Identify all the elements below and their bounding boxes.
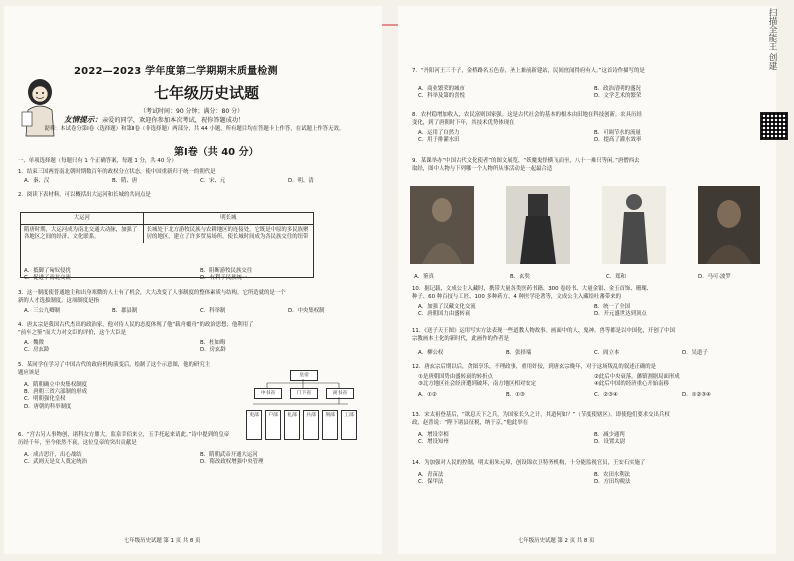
option[interactable]: D．文学艺术的繁荣 [594, 93, 642, 100]
option[interactable]: B．政治清明的盛况 [594, 86, 641, 92]
question-14-options [418, 472, 770, 486]
option[interactable]: D．设置太尉 [594, 439, 626, 446]
photo-label[interactable]: D．马可·波罗 [698, 274, 731, 280]
instructions: 说明：本试卷分第Ⅰ卷（选择题）和第Ⅱ卷（非选择题）两部分，共 44 小题，所有题目均在答题卡上作答，在试题上作答无效。 [44, 126, 345, 132]
option[interactable]: C．促进了南北交流 [24, 275, 71, 282]
option[interactable]: A．抵御了匈奴侵扰 [24, 268, 71, 274]
org-low-box: 户部 [265, 410, 281, 440]
org-mid-box: 门下省 [290, 388, 318, 399]
question-6-cont: 历经千年，至今依然不衰，这位皇帝的突出贡献是 [18, 440, 137, 446]
question-5: 5．某同学在学习了中国古代的政府机构演变后，绘制了这个示意图，他的研究主 [18, 362, 211, 368]
table-header [21, 213, 313, 225]
statue-photo-icon [410, 186, 474, 264]
option[interactable]: C．武则天是女人奠定统治 [24, 459, 88, 466]
option[interactable]: D．中央集权制 [288, 308, 325, 314]
option[interactable]: A．隋朝确立中央集权制度 [24, 382, 87, 388]
table-cell: 长城处于北方游牧民族与农耕地区的连接处，它既是中原的多民族聚居的地区，建立了许多贸易场所，使长城时间成为各民族交往的纽带 [143, 225, 313, 243]
exam-info: （考试时间：90 分钟；满分：80 分） [140, 108, 244, 115]
option[interactable]: C．房玄龄 [24, 347, 50, 354]
option[interactable]: C．用于排灌水田 [418, 137, 460, 144]
option[interactable]: A．商业繁荣的城市 [418, 86, 465, 92]
question-10-options [418, 304, 770, 318]
question-9: 9．某课举办“中国古代文化使者”的图文展览，“妖魔鬼怪横飞而至，八十一难只等闲。”唐僧西去 [412, 158, 640, 164]
watermark-text: 扫描全能王 创建 [767, 8, 777, 71]
photo-label[interactable]: A．鉴真 [414, 274, 434, 280]
option[interactable]: D．唐朝的科举制度 [24, 403, 72, 410]
option[interactable]: C．增设知州 [418, 439, 449, 446]
option[interactable]: D．开元盛世达到顶点 [594, 311, 647, 318]
option[interactable]: C．阎立本 [594, 350, 620, 356]
org-low-box: 吏部 [246, 410, 262, 440]
org-top-box: 皇帝 [290, 370, 318, 381]
question-3-cont: 新的人才选拔制度。这项制度是指 [18, 298, 99, 304]
statement-item: ②此后中央衰落，藩镇割据局面形成 [594, 374, 680, 380]
option[interactable]: C．保甲法 [418, 479, 444, 486]
option[interactable]: B．①③ [506, 392, 525, 398]
page-footer: 七年级历史试题 第 1 页 共 8 页 [124, 538, 201, 544]
org-low-box: 礼部 [284, 410, 300, 440]
exam-title: 2022—2023 学年度第二学期期末质量检测 [74, 66, 278, 77]
question-3-options [24, 308, 376, 315]
page-footer: 七年级历史试题 第 2 页 共 8 页 [518, 538, 595, 544]
option[interactable]: B．可调节水的流量 [594, 130, 641, 136]
question-1-options [24, 178, 376, 185]
subject-title: 七年级历史试题 [154, 84, 260, 102]
question-4: 4．唐太宗是我国古代杰出的政治家，他对待人民的态度体现了他“载舟覆舟”的政治思想；他利用了 [18, 322, 254, 328]
question-8-cont: 变化，到了唐朝时下年，其技术优势体现在 [412, 120, 515, 126]
table-row [21, 225, 313, 243]
option[interactable]: D．①②③④ [682, 392, 711, 398]
option[interactable]: D．吴道子 [682, 350, 708, 356]
friendly-text: 亲爱的同学，欢迎你参加本次考试，祝你答题成功！ [101, 117, 245, 124]
option[interactable]: B．阻断游牧民族交往 [200, 268, 253, 274]
friendly-label: 友情提示： [64, 115, 102, 124]
option[interactable]: B．减少通判 [594, 432, 625, 438]
question-3: 3．这一制度使普通地主和出身寒微的人士有了机会，大大改变了人事制度的整体素质与结构。它所造就的是一个 [18, 290, 286, 296]
question-2: 2．阅读下表材料，可以概括出大运河和长城的共同点是 [18, 192, 151, 198]
option[interactable]: D．明、清 [288, 178, 314, 184]
question-8-options [418, 130, 770, 144]
option[interactable]: A．①② [418, 392, 437, 398]
option[interactable]: B．张择端 [506, 350, 532, 356]
portrait-photo-icon [698, 186, 760, 264]
option[interactable]: B．杜如晦 [200, 340, 226, 346]
option[interactable]: D．房玄龄 [200, 347, 226, 354]
org-low-box: 兵部 [303, 410, 319, 440]
question-6-options [24, 452, 376, 466]
question-12-items [418, 374, 770, 388]
question-8: 8．农村稳增加收入，农民富则国家强。这是古代社会的基本的根本由田地在科技创新。农具历经 [412, 112, 642, 118]
question-4-options [24, 340, 376, 354]
option[interactable]: D．提高了灌水效率 [594, 137, 642, 144]
statement-item: ④此后中国的经济重心开始南移 [594, 381, 669, 388]
question-6: 6．“宫古另人事物创，诸科女方鼎大。监泉幸佰来立，玉手托起来请此。”诗中提到的皇帝 [18, 432, 230, 438]
photo-row [410, 186, 760, 264]
option[interactable]: D．方田均税法 [594, 479, 631, 486]
question-10-cont: 种子、60 种百技与工匠、100 多种药方、4 种医学论著等，文成公主入藏给吐蕃带来的 [412, 294, 622, 300]
option[interactable]: C．唐朝国力由盛转衰 [418, 311, 471, 318]
option[interactable]: B．隋朝武帝开通大运河 [200, 452, 258, 458]
option[interactable]: B．唐朝三省六部制的形成 [24, 389, 87, 396]
friendly-tip [64, 116, 364, 125]
option[interactable]: A．三公九卿制 [24, 308, 61, 314]
question-11: 11．《送子天王图》运用写实方法表现一些道教人物故事。画面中的人、鬼神、兽等都是以中国化，开创了中国 [412, 328, 675, 334]
org-low-box: 刑部 [322, 410, 338, 440]
option[interactable]: A．柳公权 [418, 350, 444, 356]
qr-code-icon [760, 112, 788, 140]
question-2-options [24, 268, 376, 282]
question-1: 1．结束三国两晋南北朝时期数百年的政权分立状态，使中国重新归于统一的朝代是 [18, 169, 216, 175]
option[interactable]: C．明朝强化皇权 [24, 396, 66, 403]
option[interactable]: A．青苗法 [418, 472, 444, 478]
statement-item: ③北方地区社会经济遭到破坏，南方地区相对安定 [418, 381, 537, 388]
table-header-cell: 明长城 [143, 213, 313, 224]
table-header-cell: 大运河 [73, 215, 90, 221]
right-page [398, 6, 776, 554]
question-13-options [418, 432, 770, 446]
question-10: 10．据记载，文成公主入藏时，携带大量各类医药书籍、300 卷经书、大量金银、金玉首饰、珊瑚、 [412, 286, 652, 292]
option[interactable]: A．秦、汉 [24, 178, 50, 184]
question-12-options [418, 392, 770, 399]
question-13-cont: 政，赵普说：“陛下诸县征税，纳于京，”他此举在 [412, 420, 529, 426]
admiral-statue-icon [602, 186, 666, 264]
option[interactable]: A．魏徵 [24, 340, 44, 346]
option[interactable]: B．统一了全国 [594, 304, 631, 310]
section1-heading: 一、单项选择题（每题只有 1 个正确答案，每题 1 分，共 40 分） [18, 158, 177, 164]
org-mid-box: 中书省 [254, 388, 282, 399]
option[interactable]: C．宋、元 [200, 178, 226, 184]
option[interactable]: D．隋改政权增强中央管理 [200, 459, 264, 466]
option[interactable]: C．科举及第的喜悦 [418, 93, 465, 100]
option[interactable]: B．郡县制 [112, 308, 138, 314]
question-11-cont: 宗教画本土化的新时代，此画作的作者是 [412, 336, 510, 342]
option[interactable]: A．增设宰相 [418, 432, 449, 438]
photo-label[interactable]: B．玄奘 [510, 274, 530, 280]
question-13: 13．宋太祖登基后，“欲息天下之兵，为国家长久之计，其道何如？”（节度使辖区）。即使他们要求交出兵权 [412, 412, 670, 418]
option[interactable]: A．加强了汉藏文化交流 [418, 304, 476, 310]
question-5-cont: 题应该是 [18, 370, 40, 376]
table-cell: 隋唐时期，大运河成为南北交通大动脉，加强了各地区之间的经济、文化联系。 [24, 227, 138, 240]
question-7: 7．“丹阳河王三千子，金桥路名五色春，圣上兼前新建站，民间庶闻得府有人。”这首诗作描写的是 [412, 68, 645, 74]
org-mid-box: 尚书省 [326, 388, 354, 399]
photo-label[interactable]: C．郑和 [606, 274, 626, 280]
question-7-options [418, 86, 770, 100]
option[interactable]: D．有利于民族统一 [200, 275, 248, 282]
monk-photo-icon [506, 186, 570, 264]
option[interactable]: A．运用了自然力 [418, 130, 460, 136]
question-12: 12．唐玄宗后期以后，贪图享乐，不理政事，重用奸佞，到唐玄宗晚年，对于这场叛乱的叙述正确的是 [412, 364, 657, 370]
question-11-options [418, 350, 770, 357]
question-14: 14．为加强对人民的控制，明太祖朱元璋，创设锦衣卫特务机构，十分能监视官员，王安石实施了 [412, 460, 646, 466]
question-9-cont: 取经，图中人物与下列哪一个人物所从事活动是一起最合适 [412, 166, 553, 172]
question-5-options [24, 382, 242, 411]
option[interactable]: A．成吉思汗，出心战结 [24, 452, 82, 458]
part1-title: 第Ⅰ卷（共 40 分） [174, 147, 259, 158]
question-4-cont: “前车之鉴”而大力对文臣的评价，这个大臣是 [18, 330, 127, 336]
org-low-box: 工部 [341, 410, 357, 440]
option[interactable]: C．②③④ [594, 392, 618, 398]
option[interactable]: C．科举制 [200, 308, 226, 314]
statement-item: ①是唐朝国势由盛转衰的转折点 [418, 374, 493, 380]
option[interactable]: B．农田水利法 [594, 472, 631, 478]
left-page [4, 6, 382, 554]
option[interactable]: B．隋、唐 [112, 178, 138, 184]
